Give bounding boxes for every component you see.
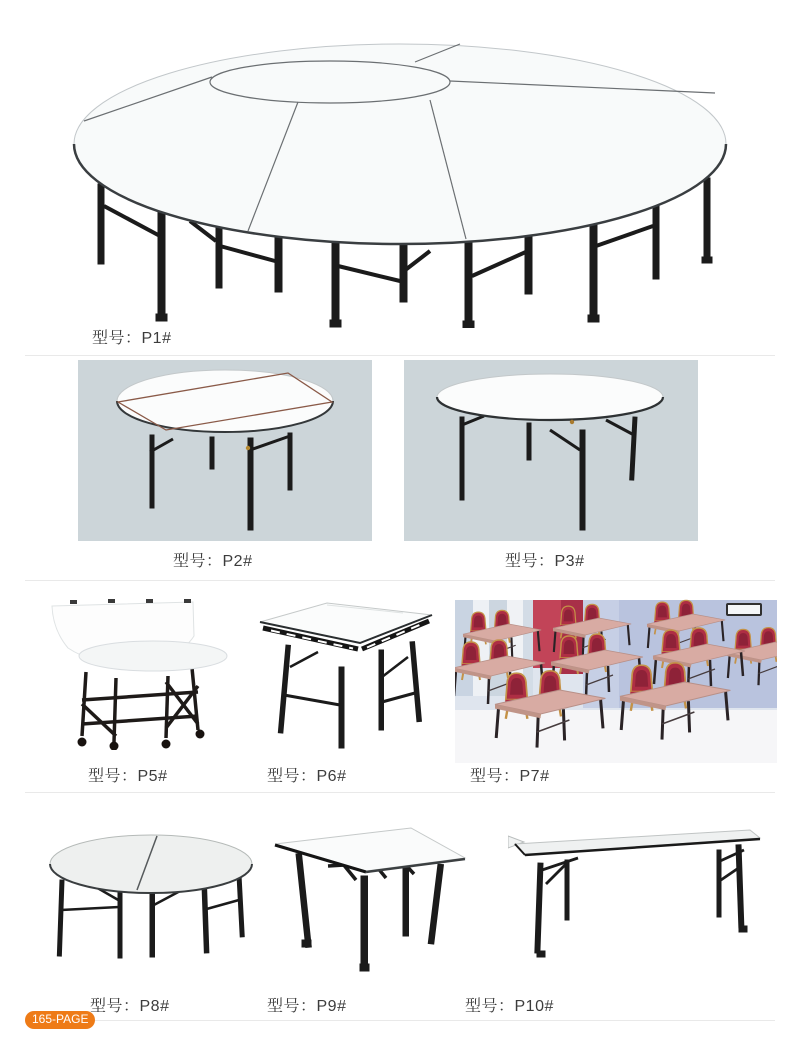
- product-photo-p3: [404, 360, 698, 541]
- long-training-table-image: [508, 822, 768, 977]
- model-label-p5: 型号：P5#: [88, 768, 168, 785]
- banquet-round-table-set-image: [70, 36, 730, 328]
- product-photo-p6: [253, 597, 445, 751]
- product-photo-p5: [40, 596, 235, 750]
- folding-round-table-image: [404, 360, 698, 541]
- product-photo-p10: [508, 822, 768, 977]
- model-label-p8: 型号：P8#: [90, 998, 170, 1015]
- folding-square-table-frame-image: [253, 597, 445, 751]
- model-label-p3: 型号：P3#: [505, 553, 585, 570]
- section-divider: [25, 355, 775, 356]
- section-divider: [25, 580, 775, 581]
- model-label-p2: 型号：P2#: [173, 553, 253, 570]
- folded-tabletop-trolley-image: [40, 596, 235, 750]
- square-banquet-table-image: [268, 816, 468, 974]
- product-photo-p7: [455, 598, 777, 763]
- product-photo-p9: [268, 816, 468, 974]
- folding-round-table-square-fold-image: [78, 360, 372, 541]
- model-label-p6: 型号：P6#: [267, 768, 347, 785]
- page-number-badge: 165-PAGE: [25, 1011, 95, 1029]
- section-divider: [25, 1020, 775, 1021]
- product-photo-p1: [70, 36, 730, 328]
- product-photo-p8: [42, 826, 257, 964]
- model-label-p7: 型号：P7#: [470, 768, 550, 785]
- two-half-round-table-image: [42, 826, 257, 964]
- product-photo-p2: [78, 360, 372, 541]
- model-label-p1: 型号：P1#: [92, 330, 172, 347]
- section-divider: [25, 792, 775, 793]
- model-label-p9: 型号：P9#: [267, 998, 347, 1015]
- model-label-p10: 型号：P10#: [465, 998, 554, 1015]
- training-room-image: [455, 598, 777, 763]
